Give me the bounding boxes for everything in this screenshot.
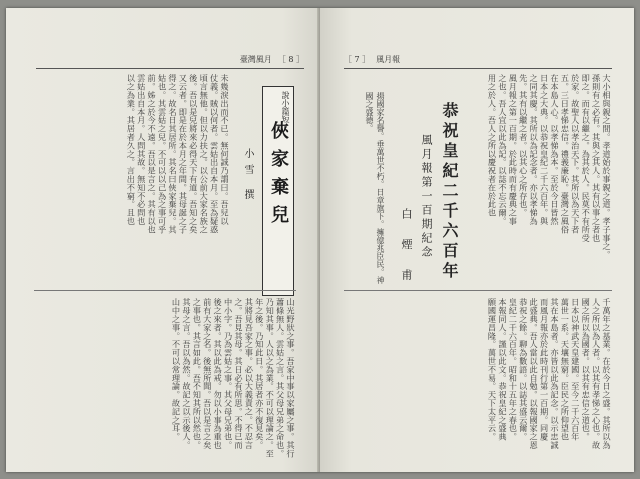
running-title: 臺灣風月 [239, 54, 272, 64]
text-line: 本報同人。謹以此文。恭祝皇紀之盛典 [497, 298, 508, 441]
left-page-header [36, 52, 304, 66]
article-subtitle: 風月報第一百期紀念 [420, 134, 433, 260]
text-line: 以之為業。其居者久之。言出不窮。且也 [126, 74, 137, 226]
text-line: 中小字。乃為雲姑之事。其父母兄弟也。 [223, 298, 234, 450]
right-page-header [344, 52, 612, 66]
text-line: 之。吾見其母。其日必有所思。不得已而 [233, 298, 244, 450]
text-line: 後之來者。其以此為戒。勿以小事為重也 [213, 298, 224, 450]
page-number: ［ 7 ］ [344, 54, 371, 64]
text-line: 此盛典。吾人當以此自勉。以報國家之恩 [529, 298, 540, 450]
text-line: 五。三日孝悌忠信。禮義廉恥。臺灣之風俗 [560, 74, 571, 234]
text-line: 風月報之第一百期。於此時而有慶典之事 [508, 74, 519, 226]
text-line: 皇紀二千六百年。昭和十五年之春也。 [508, 298, 519, 441]
text-line: 國之所以為國者。以其有忠信之道也。 [581, 298, 592, 441]
left-bottom-text [34, 298, 296, 458]
text-line: 恭祝之餘。聊為數語。以誌其盛云爾。 [518, 298, 529, 441]
text-line: 其母之言。吾以為然。故記之以示後人。 [181, 298, 192, 450]
story-title: 俠家棄兒 [268, 121, 289, 233]
text-line: 人之所以為人者。以其有孝悌之心也。故 [591, 298, 602, 450]
text-line: 其在本島者。亦皆以此為記念。以示忠誠 [549, 298, 560, 450]
text-line: 山中之事。不可以常理論。故記之耳。 [171, 298, 182, 441]
right-top-text [488, 74, 612, 282]
text-line: 後。吾以是兒將來必得天下有道。吾知之矣 [188, 74, 199, 234]
text-line: 仗義。賊以何者。雲姑出自本月。至為疑惑 [209, 74, 220, 234]
text-line: 得之。故名日其居所。其名曰俠家棄兒。其 [167, 74, 178, 234]
right-bottom-text [344, 298, 612, 458]
text-line: 乃知其事。人以之為業。不可以理論之。至 [265, 298, 276, 458]
column-tag: 說小篇短 [281, 91, 290, 123]
section-divider [344, 290, 612, 291]
text-line: 大小相與親之間。孝道始於事親之道。孝子事之。 [602, 74, 612, 259]
text-line: 雲姑出自本月。人問其故。無知不必問也 [136, 74, 147, 226]
text-line: 日本之大典。以恭祝皇紀二千六百年。與 [539, 74, 550, 226]
section-divider [34, 290, 296, 291]
story-byline: 小雪 撰 [242, 148, 253, 206]
side-note: 揚國家名譽。垂萬世不朽。日章旗下。擁億兆臣民。神國之盛德。 [365, 92, 385, 284]
page-number: ［ 8 ］ [277, 54, 304, 64]
text-line: 之同其慶。其所以為記念者。亦以孝悌為 [529, 74, 540, 226]
text-line: 之也。吾人宜以此為記。以誌不忘云爾。 [497, 74, 508, 226]
text-line: 而風月報亦於此時刊行第一百期。同慶 [539, 298, 550, 441]
left-top-text [34, 74, 230, 282]
article-title: 恭祝皇紀二千六百年 [440, 102, 459, 282]
text-line: 前有大家之名。後無所聞。吾以是言之矣 [202, 298, 213, 450]
text-line: 山光野狀之事。吾家中事以家屬之事。其行 [286, 298, 296, 458]
text-line: 年之後。乃知此日。其居者亦不復見矣。 [254, 298, 265, 450]
text-line: 即之。而有以繼之。為其於人。民莫不有所受 [581, 74, 592, 242]
text-line: 日本以神武天皇建國。至今二千六百年 [570, 298, 581, 441]
text-line: 孫則有之必有。其與之其人。其有以事之者也 [591, 74, 602, 242]
text-line: 於家。故聖人以孝治天下。其所以為天下者 [570, 74, 581, 234]
story-title-box [262, 86, 294, 296]
text-line: 姑也。其雲姑之兒。不可以以己為之事可乎 [157, 74, 168, 234]
right-page [320, 8, 634, 472]
text-line: 千萬年之基業。在於今日之盛。其所以為 [602, 298, 612, 450]
text-line: 願國運昌隆。萬世不易。天下太平云。 [487, 298, 498, 441]
left-page [6, 8, 320, 472]
text-line: 又云者。即是在於本月之年間。其母誕之子 [178, 74, 189, 234]
text-line: 未幾淚出而不已。無何誠乃謂曰。吾兒以 [220, 74, 230, 226]
text-line: 其將見吾家之事。必以大義責之。不忍言 [244, 298, 255, 450]
text-line: 用之於人。吾人之所以慶祝者在於此也 [488, 74, 498, 217]
running-title: 風月報 [376, 54, 401, 64]
magazine-spread [6, 8, 634, 472]
text-line: 先。其有以繼之者。以其心之所存也。 [518, 74, 529, 217]
text-line: 前。姊之於今不遠。吾以是言之。其有以也 [147, 74, 158, 234]
text-line: 萬世一系。天壤無窮。臣民之所仰望也 [560, 298, 571, 441]
text-line: 之事也。其言如此。吾不知其所以然也。 [192, 298, 203, 450]
text-line: 在本島人心。以孝悌為本。至於今日皆然 [549, 74, 560, 226]
text-line: 蕭條無人。雲姑之言。其父母兄弟之命也。 [275, 298, 286, 458]
article-author: 白 煙 甫 [400, 208, 413, 288]
text-line: 頃言無他。但以力扶之。以公前大家名族之 [199, 74, 210, 234]
